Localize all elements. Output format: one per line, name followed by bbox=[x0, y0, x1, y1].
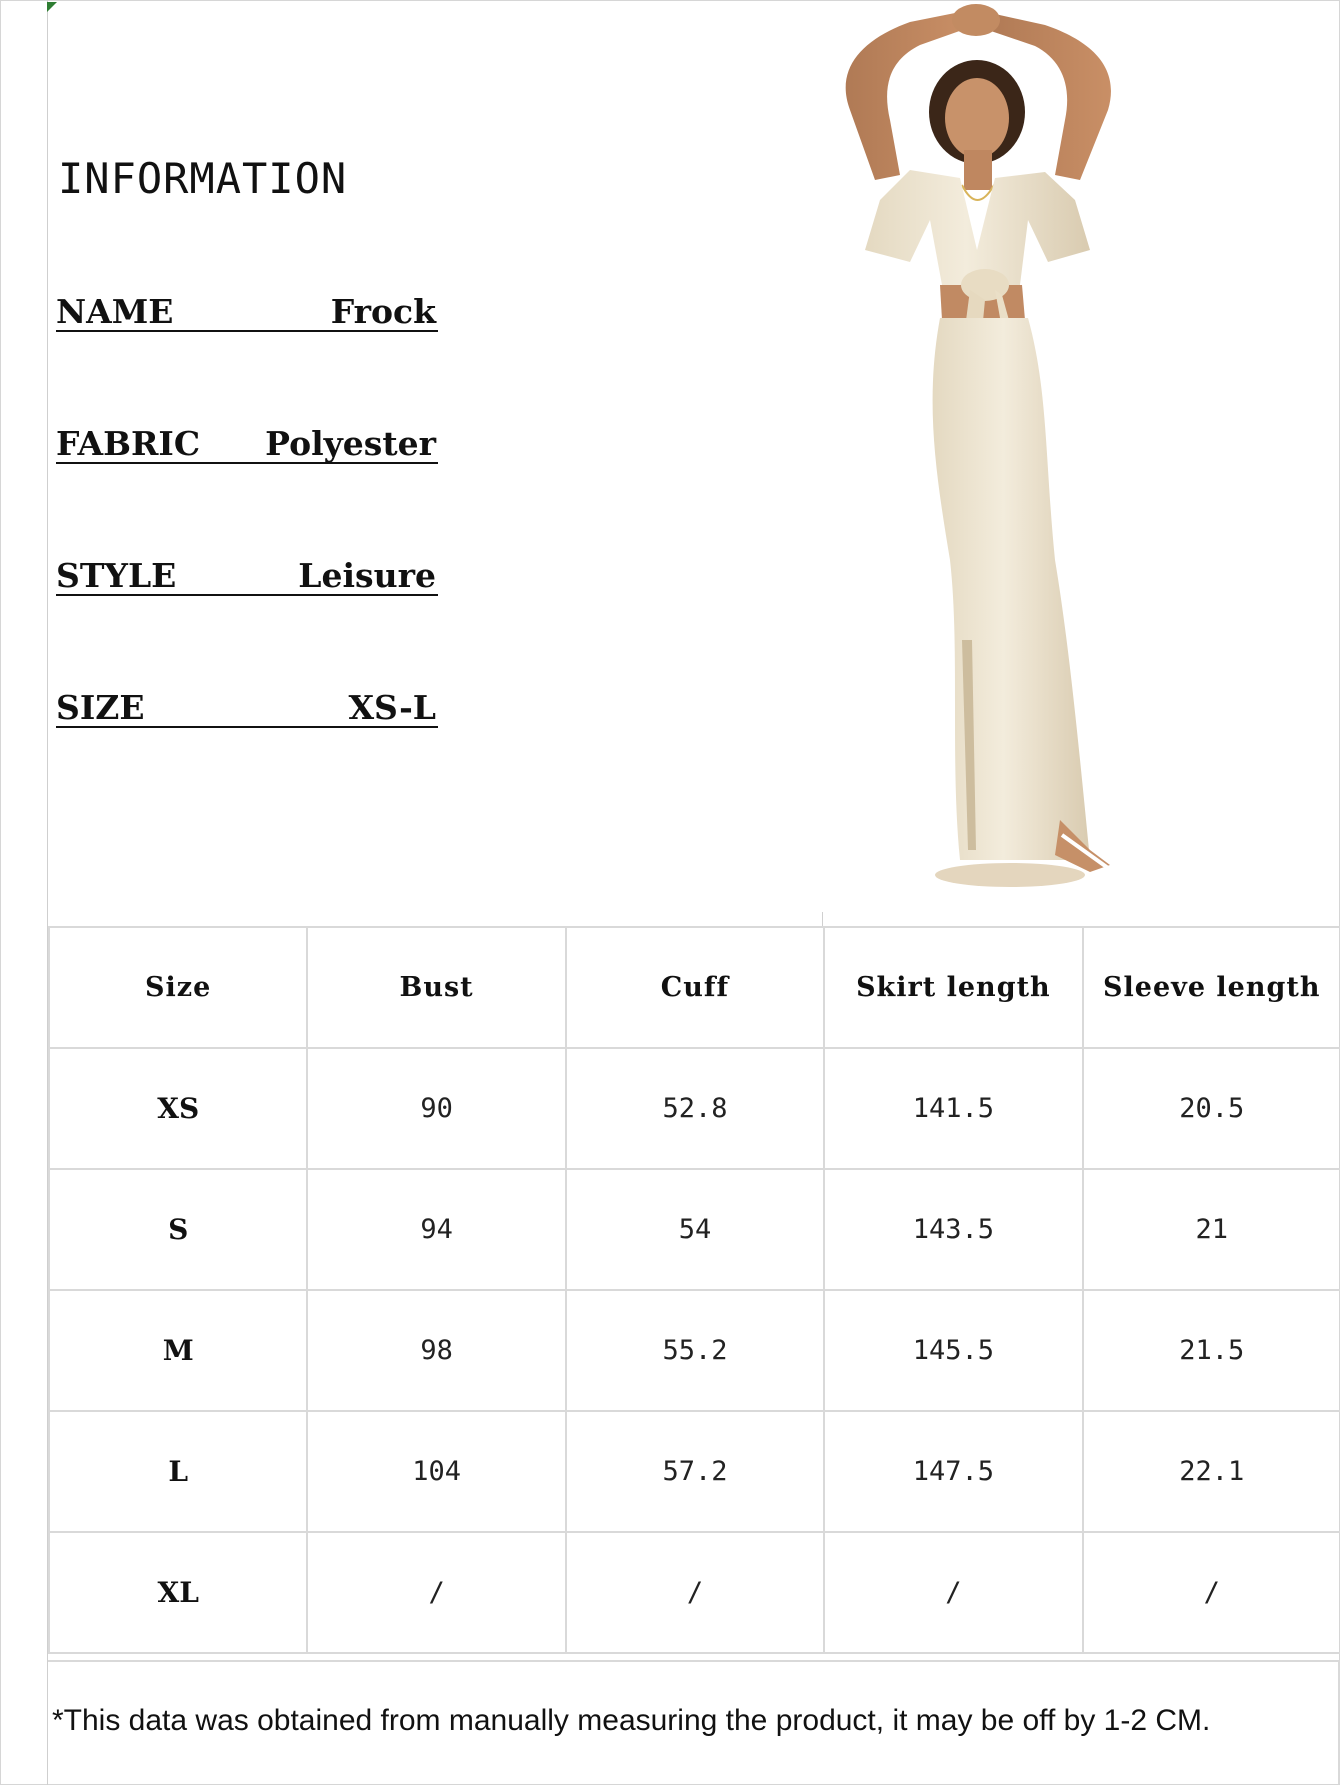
corner-marker bbox=[47, 2, 57, 12]
skirt-length-cell: 143.5 bbox=[824, 1169, 1082, 1290]
bust-cell: 98 bbox=[307, 1290, 565, 1411]
info-value: XS-L bbox=[348, 688, 436, 727]
cuff-cell: 57.2 bbox=[566, 1411, 824, 1532]
info-value: Frock bbox=[330, 292, 436, 331]
skirt-length-cell: 145.5 bbox=[824, 1290, 1082, 1411]
column-header: Sleeve length bbox=[1083, 927, 1340, 1048]
column-header: Bust bbox=[307, 927, 565, 1048]
info-value: Polyester bbox=[265, 424, 436, 463]
size-cell: XL bbox=[49, 1532, 307, 1653]
info-label: SIZE bbox=[56, 688, 145, 727]
table-header-row bbox=[49, 927, 1340, 1048]
info-row-style bbox=[56, 554, 438, 596]
bust-cell: 94 bbox=[307, 1169, 565, 1290]
info-row-size bbox=[56, 686, 438, 728]
model-in-cream-maxi-dress-illustration bbox=[790, 0, 1250, 900]
size-cell: L bbox=[49, 1411, 307, 1532]
sleeve-length-cell: 20.5 bbox=[1083, 1048, 1340, 1169]
table-row bbox=[49, 1048, 1340, 1169]
skirt-length-cell: 141.5 bbox=[824, 1048, 1082, 1169]
sleeve-length-cell: 21.5 bbox=[1083, 1290, 1340, 1411]
info-label: NAME bbox=[56, 292, 174, 331]
bust-cell: 104 bbox=[307, 1411, 565, 1532]
cuff-cell: 54 bbox=[566, 1169, 824, 1290]
info-row-name bbox=[56, 290, 438, 332]
size-cell: M bbox=[49, 1290, 307, 1411]
column-header: Size bbox=[49, 927, 307, 1048]
info-title: INFORMATION bbox=[58, 154, 348, 203]
skirt-length-cell: / bbox=[824, 1532, 1082, 1653]
cuff-cell: / bbox=[566, 1532, 824, 1653]
measurement-footnote: *This data was obtained from manually measuring the product, it may be off by 1-2 CM. bbox=[52, 1704, 1211, 1737]
size-chart-table bbox=[48, 926, 1340, 1654]
table-row bbox=[49, 1532, 1340, 1653]
size-cell: S bbox=[49, 1169, 307, 1290]
skirt-length-cell: 147.5 bbox=[824, 1411, 1082, 1532]
bust-cell: / bbox=[307, 1532, 565, 1653]
sleeve-length-cell: 21 bbox=[1083, 1169, 1340, 1290]
sleeve-length-cell: / bbox=[1083, 1532, 1340, 1653]
column-header: Skirt length bbox=[824, 927, 1082, 1048]
table-row bbox=[49, 1411, 1340, 1532]
cuff-cell: 52.8 bbox=[566, 1048, 824, 1169]
info-label: STYLE bbox=[56, 556, 177, 595]
column-header: Cuff bbox=[566, 927, 824, 1048]
info-value: Leisure bbox=[298, 556, 436, 595]
table-row bbox=[49, 1169, 1340, 1290]
sleeve-length-cell: 22.1 bbox=[1083, 1411, 1340, 1532]
info-row-fabric bbox=[56, 422, 438, 464]
bust-cell: 90 bbox=[307, 1048, 565, 1169]
cuff-cell: 55.2 bbox=[566, 1290, 824, 1411]
info-label: FABRIC bbox=[56, 424, 201, 463]
table-row bbox=[49, 1290, 1340, 1411]
size-cell: XS bbox=[49, 1048, 307, 1169]
